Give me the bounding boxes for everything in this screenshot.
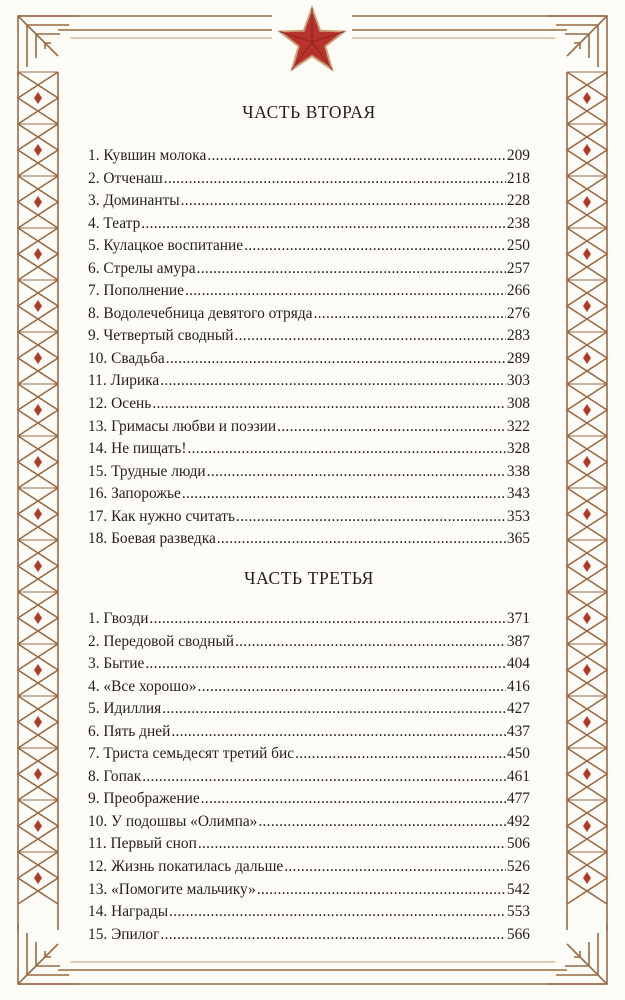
dot-leader xyxy=(160,924,505,947)
right-diamond xyxy=(583,248,591,260)
left-diamond xyxy=(34,300,42,312)
chapter-title: 5. Идиллия xyxy=(88,700,162,718)
chapter-title: 13. «Помогите мальчику» xyxy=(88,880,256,898)
dot-leader xyxy=(236,506,506,529)
dot-leader xyxy=(295,743,506,766)
toc-entry xyxy=(88,721,530,744)
toc-entry xyxy=(88,325,530,348)
right-diamond xyxy=(583,352,591,364)
chapter-title: 3. Доминанты xyxy=(88,192,180,210)
toc-entry xyxy=(88,788,530,811)
toc-entry xyxy=(88,879,530,902)
toc-entry xyxy=(88,145,530,168)
toc-entry xyxy=(88,280,530,303)
dot-leader xyxy=(185,280,506,303)
page-number: 257 xyxy=(506,259,530,277)
chapter-title: 10. У подошвы «Олимпа» xyxy=(88,812,258,830)
dot-leader xyxy=(182,483,506,506)
bottom-right-corner-diagonal xyxy=(567,944,607,984)
right-diamond xyxy=(583,404,591,416)
page-number: 283 xyxy=(506,327,530,345)
chapter-title: 18. Боевая разведка xyxy=(88,530,216,548)
dot-leader xyxy=(207,145,506,168)
page-number: 209 xyxy=(506,147,530,164)
chapter-title: 5. Кулацкое воспитание xyxy=(88,237,244,255)
page-number: 228 xyxy=(506,192,530,210)
page-number: 477 xyxy=(506,790,530,808)
toc-entry xyxy=(88,483,530,506)
left-diamond xyxy=(34,612,42,624)
toc-entry xyxy=(88,743,530,766)
right-diamond xyxy=(583,612,591,624)
dot-leader xyxy=(244,235,506,258)
dot-leader xyxy=(141,213,506,236)
page-number: 238 xyxy=(506,214,530,232)
toc-entry xyxy=(88,190,530,213)
chapter-title: 7. Пополнение xyxy=(88,282,184,300)
toc-entry xyxy=(88,766,530,789)
page-number: 461 xyxy=(506,767,530,785)
page-number: 526 xyxy=(506,858,530,876)
chapter-title: 12. Жизнь покатилась дальше xyxy=(88,858,284,876)
bottom-left-corner-diagonal xyxy=(18,944,58,984)
toc-entry xyxy=(88,303,530,326)
toc-entry xyxy=(88,506,530,529)
chapter-title: 13. Гримасы любви и поэзии xyxy=(88,417,277,435)
dot-leader xyxy=(162,698,506,721)
dot-leader xyxy=(284,856,506,879)
dot-leader xyxy=(257,879,506,902)
left-diamond xyxy=(34,92,42,104)
page-number: 266 xyxy=(506,282,530,300)
right-diamond xyxy=(583,820,591,832)
left-diamond xyxy=(34,352,42,364)
dot-leader xyxy=(197,258,506,281)
toc-entry xyxy=(88,213,530,236)
toc-entry xyxy=(88,235,530,258)
toc-entry xyxy=(88,653,530,676)
dot-leader xyxy=(169,901,506,924)
dot-leader xyxy=(164,168,506,191)
left-diamond xyxy=(34,456,42,468)
dot-leader xyxy=(207,461,506,484)
right-diamond xyxy=(583,716,591,728)
toc-entry xyxy=(88,168,530,191)
page-number: 553 xyxy=(506,903,530,921)
chapter-title: 14. Награды xyxy=(88,903,169,921)
part-two-title: ЧАСТЬ ВТОРАЯ xyxy=(242,102,376,122)
page-number: 308 xyxy=(506,395,530,413)
left-diamond xyxy=(34,716,42,728)
chapter-title: 11. Первый сноп xyxy=(88,835,197,853)
page-number: 218 xyxy=(506,169,530,187)
right-diamond xyxy=(583,300,591,312)
chapter-title: 8. Водолечебница девятого отряда xyxy=(88,304,313,322)
toc-entry xyxy=(88,608,530,631)
page-number: 328 xyxy=(506,440,530,458)
chapter-title: 1. Кувшин молока xyxy=(88,147,207,164)
part-two-list xyxy=(88,145,530,551)
toc-entry xyxy=(88,924,530,947)
chapter-title: 12. Осень xyxy=(88,395,152,413)
chapter-title: 9. Преображение xyxy=(88,790,200,808)
page-number: 437 xyxy=(506,722,530,740)
chapter-title: 11. Лирика xyxy=(88,372,160,390)
page-number: 506 xyxy=(506,835,530,853)
dot-leader xyxy=(198,676,506,699)
top-left-corner-diagonal xyxy=(18,16,58,56)
toc-entry xyxy=(88,631,530,654)
toc-entry xyxy=(88,811,530,834)
top-right-corner-diagonal xyxy=(567,16,607,56)
right-diamond xyxy=(583,196,591,208)
page-number: 353 xyxy=(506,507,530,525)
part-three-title: ЧАСТЬ ТРЕТЬЯ xyxy=(244,568,374,588)
toc-entry xyxy=(88,698,530,721)
dot-leader xyxy=(160,370,506,393)
chapter-title: 4. «Все хорошо» xyxy=(88,677,197,695)
page-number: 343 xyxy=(506,485,530,503)
dot-leader xyxy=(235,325,506,348)
toc-entry xyxy=(88,438,530,461)
page-number: 365 xyxy=(506,530,530,548)
chapter-title: 6. Стрелы амура xyxy=(88,259,196,277)
right-diamond xyxy=(583,768,591,780)
right-diamond xyxy=(583,144,591,156)
chapter-title: 8. Гопак xyxy=(88,767,142,785)
left-diamond xyxy=(34,196,42,208)
page-number: 322 xyxy=(506,417,530,435)
right-diamond xyxy=(583,456,591,468)
toc-entry xyxy=(88,901,530,924)
page-number: 542 xyxy=(506,880,530,898)
dot-leader xyxy=(181,190,506,213)
dot-leader xyxy=(149,608,505,631)
page-number: 276 xyxy=(506,304,530,322)
chapter-title: 14. Не пищать! xyxy=(88,440,187,458)
right-diamond xyxy=(583,664,591,676)
dot-leader xyxy=(152,393,506,416)
dot-leader xyxy=(145,653,506,676)
left-diamond xyxy=(34,768,42,780)
chapter-title: 17. Как нужно считать xyxy=(88,507,236,525)
toc-entry xyxy=(88,856,530,879)
dot-leader xyxy=(188,438,506,461)
dot-leader xyxy=(314,303,506,326)
chapter-title: 4. Театр xyxy=(88,214,141,232)
dot-leader xyxy=(217,528,506,551)
chapter-title: 7. Триста семьдесят третий бис xyxy=(88,745,295,763)
dot-leader xyxy=(142,766,506,789)
right-diamond xyxy=(583,872,591,884)
page-number: 289 xyxy=(506,349,530,367)
left-diamond xyxy=(34,404,42,416)
page-number: 566 xyxy=(506,925,530,943)
toc-entry xyxy=(88,461,530,484)
page-number: 371 xyxy=(506,610,530,627)
chapter-title: 3. Бытие xyxy=(88,655,145,673)
toc-entry xyxy=(88,370,530,393)
page-number: 427 xyxy=(506,700,530,718)
chapter-title: 16. Запорожье xyxy=(88,485,181,503)
chapter-title: 15. Трудные люди xyxy=(88,462,206,480)
toc-entry xyxy=(88,833,530,856)
chapter-title: 15. Эпилог xyxy=(88,925,160,943)
dot-leader xyxy=(171,721,506,744)
chapter-title: 2. Отченаш xyxy=(88,169,163,187)
chapter-title: 1. Гвозди xyxy=(88,610,149,627)
dot-leader xyxy=(166,348,506,371)
dot-leader xyxy=(235,631,506,654)
toc-entry xyxy=(88,528,530,551)
chapter-title: 2. Передовой сводный xyxy=(88,632,235,650)
page-number: 250 xyxy=(506,237,530,255)
left-diamond xyxy=(34,872,42,884)
toc-entry xyxy=(88,393,530,416)
dot-leader xyxy=(277,416,506,439)
chapter-title: 10. Свадьба xyxy=(88,349,165,367)
page-number: 416 xyxy=(506,677,530,695)
page-number: 404 xyxy=(506,655,530,673)
dot-leader xyxy=(258,811,506,834)
left-diamond xyxy=(34,508,42,520)
page-number: 303 xyxy=(506,372,530,390)
part-three-list xyxy=(88,608,530,946)
page-number: 338 xyxy=(506,462,530,480)
chapter-title: 6. Пять дней xyxy=(88,722,171,740)
page-number: 387 xyxy=(506,632,530,650)
page-number: 492 xyxy=(506,812,530,830)
right-diamond xyxy=(583,508,591,520)
toc-entry xyxy=(88,258,530,281)
right-diamond xyxy=(583,92,591,104)
toc-entry xyxy=(88,348,530,371)
right-diamond xyxy=(583,560,591,572)
left-diamond xyxy=(34,144,42,156)
left-diamond xyxy=(34,820,42,832)
left-diamond xyxy=(34,248,42,260)
left-diamond xyxy=(34,560,42,572)
left-diamond xyxy=(34,664,42,676)
toc-entry xyxy=(88,416,530,439)
page-number: 450 xyxy=(506,745,530,763)
toc-entry xyxy=(88,676,530,699)
dot-leader xyxy=(201,788,506,811)
chapter-title: 9. Четвертый сводный xyxy=(88,327,234,345)
dot-leader xyxy=(198,833,506,856)
